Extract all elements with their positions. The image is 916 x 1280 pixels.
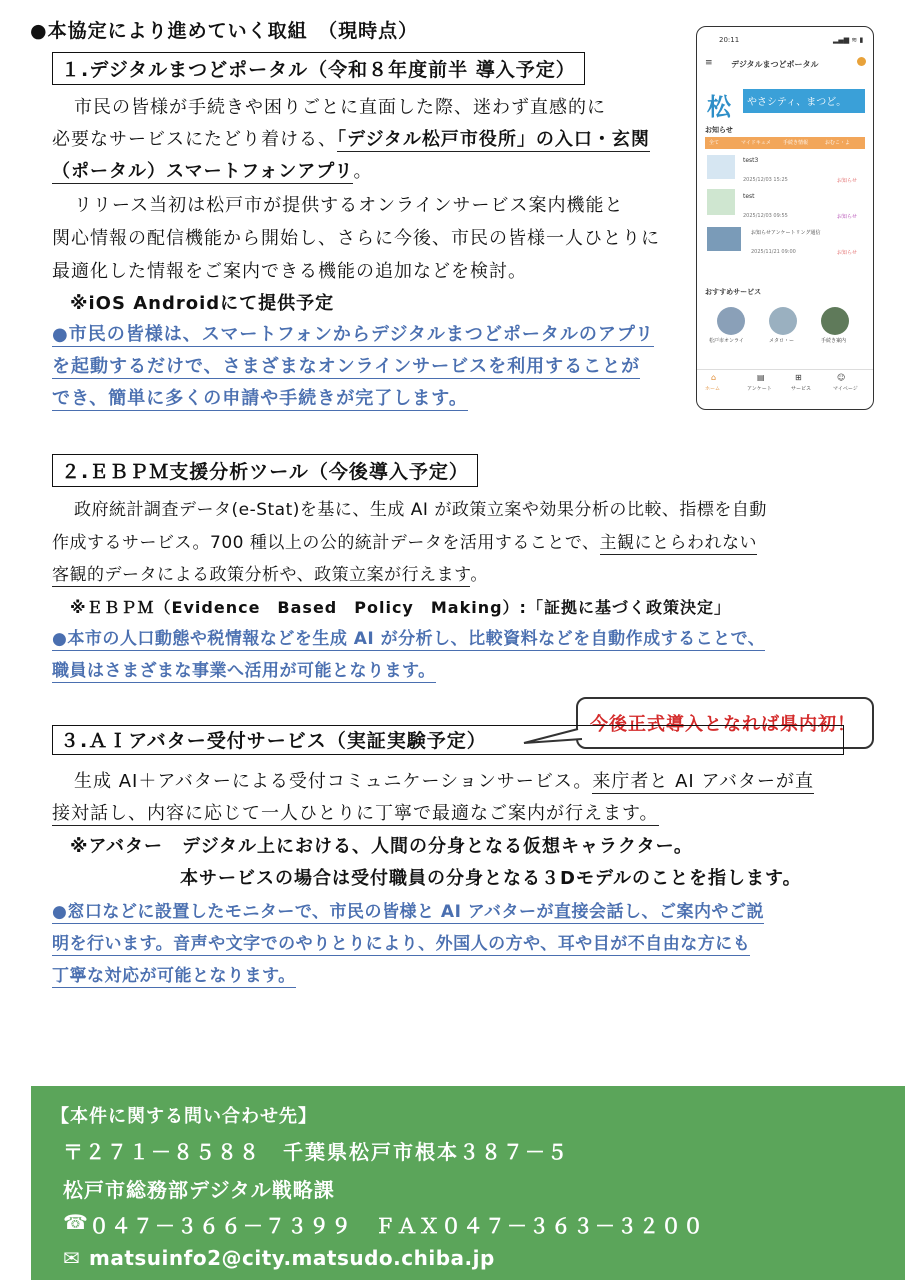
s2-bullet-1: ●本市の人口動態や税情報などを生成 AI が分析し、比較資料などを自動作成することで、 bbox=[52, 629, 766, 649]
s1-text-4: リリース当初は松戸市が提供するオンラインサービス案内機能と bbox=[74, 195, 624, 216]
s3-note-1: ※アバター デジタル上における、人間の分身となる仮想キャラクター。 bbox=[70, 836, 693, 857]
phone-icon: ☎ bbox=[63, 1210, 90, 1234]
s2-text-2: 作成するサービス。700 種以上の公的統計データを活用することで、主観にとらわれない bbox=[52, 533, 758, 553]
s1-text-6: 最適化した情報をご案内できる機能の追加などを検討。 bbox=[52, 261, 527, 282]
page-heading: ●本協定により進めていく取組 （現時点） bbox=[30, 20, 419, 42]
app-title: デジタルまつどポータル bbox=[731, 60, 819, 69]
news-tab-0[interactable]: 全て bbox=[709, 140, 720, 146]
news-thumb-2 bbox=[707, 227, 741, 251]
s3-text-2: 接対話し、内容に応じて一人ひとりに丁寧で最適なご案内が行えます。 bbox=[52, 803, 659, 824]
phone-time: 20:11 bbox=[719, 36, 740, 44]
s1-text-1: 市民の皆様が手続きや困りごとに直面した際、迷わず直感的に bbox=[74, 97, 606, 118]
s2-note: ※ＥＢＰＭ（Evidence Based Policy Making）:「証拠に基づく政策決定」 bbox=[70, 598, 731, 617]
section1-title: １.デジタルまつどポータル（令和８年度前半 導入予定） bbox=[52, 52, 585, 85]
news-title-2[interactable]: お知らせアンケートリング通信 bbox=[751, 230, 821, 236]
news-tab-3[interactable]: おむこ・よ bbox=[825, 140, 851, 146]
news-tag-2: お知らせ bbox=[837, 250, 857, 256]
menu-icon: ≡ bbox=[705, 58, 713, 68]
nav-survey[interactable]: アンケート bbox=[747, 386, 772, 392]
s2-highlight-1: 主観にとらわれない bbox=[599, 533, 758, 553]
service-label-2: 手続き案内 bbox=[821, 338, 847, 344]
nav-home[interactable]: ホーム bbox=[705, 386, 721, 392]
s1-bullet-3: でき、簡単に多くの申請や手続きが完了します。 bbox=[52, 388, 468, 409]
s1-highlight-2: （ポータル）スマートフォンアプリ bbox=[52, 161, 354, 182]
news-label: お知らせ bbox=[705, 126, 733, 134]
news-date-0: 2025/12/03 15:25 bbox=[743, 177, 788, 183]
section2-title: ２.ＥＢＰＭ支援分析ツール（今後導入予定） bbox=[52, 454, 478, 487]
nav-service[interactable]: サービス bbox=[791, 386, 812, 392]
s1-bullet-2: を起動するだけで、さまざまなオンラインサービスを利用することが bbox=[52, 356, 641, 377]
s2-highlight-2: 客観的データによる政策分析や、政策立案が行えます bbox=[52, 565, 471, 585]
banner bbox=[703, 85, 865, 121]
s2-text-3: 客観的データによる政策分析や、政策立案が行えます。 bbox=[52, 565, 488, 585]
news-title-1[interactable]: test bbox=[743, 193, 755, 200]
s2-text-1: 政府統計調査データ(e-Stat)を基に、生成 AI が政策立案や効果分析の比較、指標を自動 bbox=[74, 500, 767, 520]
contact-address: 〒２７１－８５８８ 千葉県松戸市根本３８７－５ bbox=[63, 1140, 569, 1164]
s3-highlight-1: 来庁者と AI アバターが直 bbox=[592, 771, 814, 792]
s3-bullet-3: 丁寧な対応が可能となります。 bbox=[52, 966, 296, 986]
survey-icon[interactable]: ▤ bbox=[757, 373, 765, 382]
service-label-1: メタロ・ー bbox=[769, 338, 795, 344]
s1-text-2: 必要なサービスにたどり着ける、「デジタル松戸市役所」の入口・玄関 bbox=[52, 129, 650, 150]
mypage-icon[interactable]: ☺ bbox=[837, 373, 846, 382]
s3-note-2: 本サービスの場合は受付職員の分身となる３Dモデルのことを指します。 bbox=[180, 868, 802, 889]
rec-label: おすすめサービス bbox=[705, 288, 762, 296]
s1-note: ※iOS Androidにて提供予定 bbox=[70, 293, 335, 314]
phone-status: ▂▄▆ ≋ ▮ bbox=[833, 36, 864, 44]
news-tag-0: お知らせ bbox=[837, 178, 857, 184]
s1-text-3: （ポータル）スマートフォンアプリ。 bbox=[52, 161, 373, 182]
s2-bullet-2: 職員はさまざまな事業へ活用が可能となります。 bbox=[52, 661, 436, 681]
news-date-1: 2025/12/03 09:55 bbox=[743, 213, 788, 219]
notification-icon bbox=[857, 57, 866, 66]
news-thumb-1 bbox=[707, 189, 735, 215]
mail-icon: ✉ bbox=[63, 1246, 82, 1270]
banner-logo: 松 bbox=[707, 93, 731, 121]
news-date-2: 2025/11/21 09:00 bbox=[751, 249, 796, 255]
news-tab-2[interactable]: 手続き情報 bbox=[783, 140, 809, 146]
news-tab-1[interactable]: マイドキュメ bbox=[741, 140, 771, 146]
service-icon-0[interactable] bbox=[717, 307, 745, 335]
contact-box bbox=[31, 1086, 905, 1280]
s3-bullet-2: 明を行います。音声や文字でのやりとりにより、外国人の方や、耳や目が不自由な方にも bbox=[52, 934, 751, 954]
service-icon-2[interactable] bbox=[821, 307, 849, 335]
s3-text-1: 生成 AI＋アバターによる受付コミュニケーションサービス。来庁者と AI アバターが直 bbox=[74, 771, 814, 792]
callout-text: 今後正式導入となれば県内初！ bbox=[590, 714, 856, 735]
banner-text: やさシティ、まつど。 bbox=[747, 97, 847, 108]
home-icon[interactable]: ⌂ bbox=[711, 373, 717, 382]
service-icon-1[interactable] bbox=[769, 307, 797, 335]
contact-email[interactable]: matsuinfo2@city.matsudo.chiba.jp bbox=[89, 1246, 495, 1270]
s1-highlight-1: 「デジタル松戸市役所」の入口・玄関 bbox=[337, 129, 650, 150]
contact-dept: 松戸市総務部デジタル戦略課 bbox=[63, 1178, 335, 1202]
s3-bullet-1: ●窓口などに設置したモニターで、市民の皆様と AI アバターが直接会話し、ご案内やご説 bbox=[52, 902, 764, 922]
nav-mypage[interactable]: マイページ bbox=[833, 386, 858, 392]
news-tag-1: お知らせ bbox=[837, 214, 857, 220]
contact-title: 【本件に関する問い合わせ先】 bbox=[51, 1106, 317, 1127]
section3-title: ３.ＡＩアバター受付サービス（実証実験予定） bbox=[60, 730, 487, 752]
app-screenshot bbox=[696, 26, 874, 410]
news-title-0[interactable]: test3 bbox=[743, 157, 759, 164]
service-label-0: 松戸市オンライ bbox=[709, 338, 744, 344]
service-nav-icon[interactable]: ⊞ bbox=[795, 373, 802, 382]
s1-bullet-1: ●市民の皆様は、スマートフォンからデジタルまつどポータルのアプリ bbox=[52, 324, 655, 345]
news-thumb-0 bbox=[707, 155, 735, 179]
contact-phone: ０４７－３６６－７３９９ ＦＡＸ０４７－３６３－３２００ bbox=[89, 1214, 705, 1238]
s1-text-5: 関心情報の配信機能から開始し、さらに今後、市民の皆様一人ひとりに bbox=[52, 228, 660, 249]
